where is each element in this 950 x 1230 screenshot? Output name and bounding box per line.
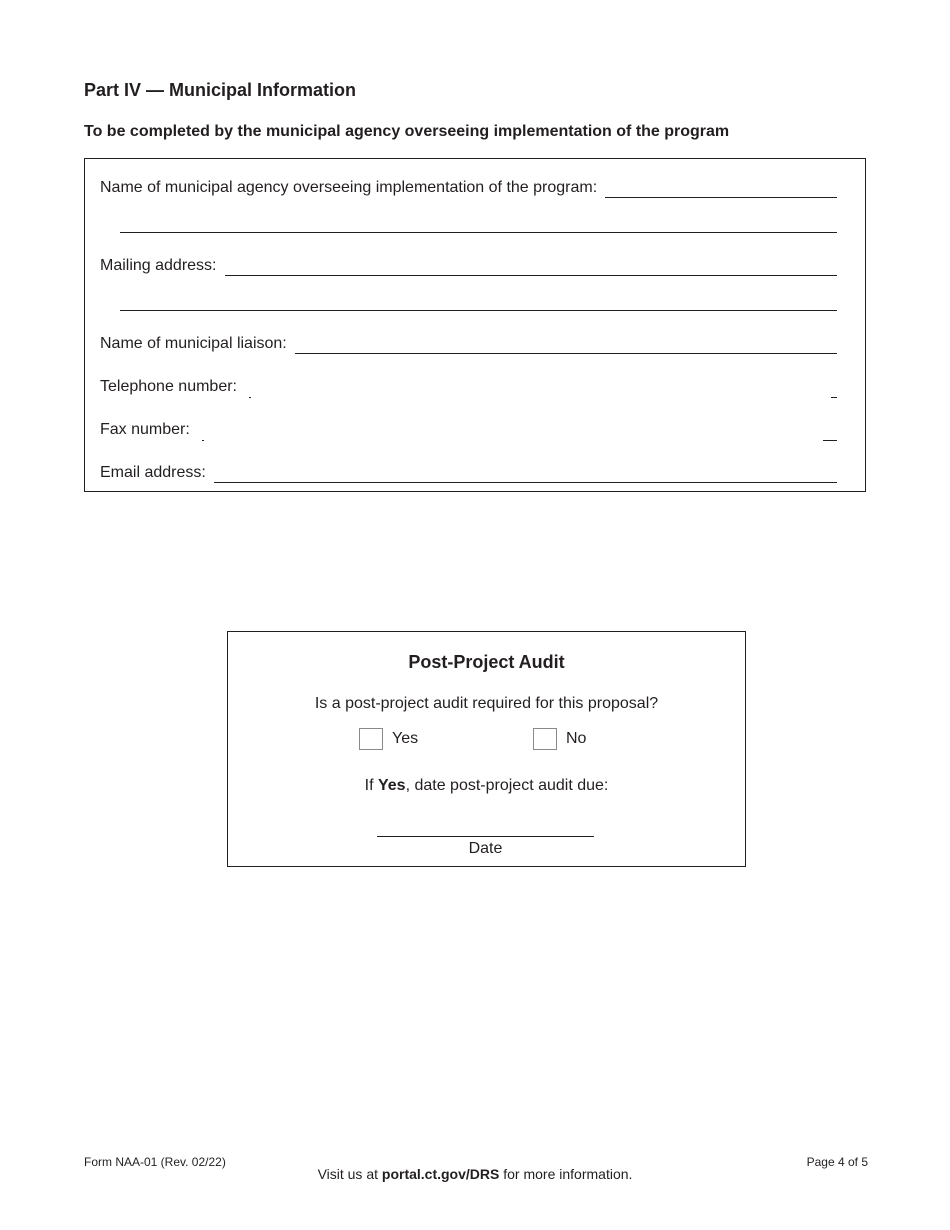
audit-date-field[interactable] (377, 836, 594, 837)
fax-field[interactable] (198, 422, 837, 440)
mailing-address-label: Mailing address: (100, 257, 217, 274)
telephone-field[interactable] (245, 379, 837, 397)
yes-checkbox[interactable] (359, 728, 383, 750)
mailing-address-field-continued[interactable] (120, 310, 837, 311)
fax-label: Fax number: (100, 421, 190, 438)
agency-name-field-continued[interactable] (120, 232, 837, 233)
audit-question: Is a post-project audit required for this proposal? (314, 695, 659, 712)
liaison-field[interactable] (295, 336, 837, 354)
municipal-info-box (84, 158, 866, 492)
yes-label: Yes (392, 730, 419, 747)
agency-name-field[interactable] (605, 180, 837, 198)
fax-row (100, 421, 837, 440)
date-label: Date (468, 840, 503, 857)
telephone-row (100, 378, 837, 397)
footer-visit-text: Visit us at portal.ct.gov/DRS for more information. (317, 1166, 633, 1182)
mailing-address-field[interactable] (225, 258, 838, 276)
form-id: Form NAA-01 (Rev. 02/22) (84, 1155, 226, 1169)
agency-name-row (100, 179, 837, 198)
no-label: No (566, 730, 587, 747)
email-row (100, 464, 837, 483)
if-yes-instruction: If Yes, date post-project audit due: (364, 777, 609, 794)
audit-title: Post-Project Audit (408, 652, 565, 672)
liaison-row (100, 335, 837, 354)
agency-name-label: Name of municipal agency overseeing implementation of the program: (100, 179, 598, 196)
audit-no-option[interactable] (533, 728, 586, 750)
audit-yes-option[interactable] (359, 728, 418, 750)
telephone-label: Telephone number: (100, 378, 237, 395)
mailing-address-row (100, 257, 837, 276)
no-checkbox[interactable] (533, 728, 557, 750)
part-title: Part IV — Municipal Information (84, 80, 357, 100)
email-field[interactable] (214, 465, 837, 483)
part-subtitle: To be completed by the municipal agency overseeing implementation of the program (84, 123, 730, 140)
portal-link[interactable]: portal.ct.gov/DRS (381, 1166, 500, 1182)
page-number: Page 4 of 5 (806, 1155, 868, 1169)
post-project-audit-box (227, 631, 746, 867)
liaison-label: Name of municipal liaison: (100, 335, 287, 352)
email-label: Email address: (100, 464, 206, 481)
